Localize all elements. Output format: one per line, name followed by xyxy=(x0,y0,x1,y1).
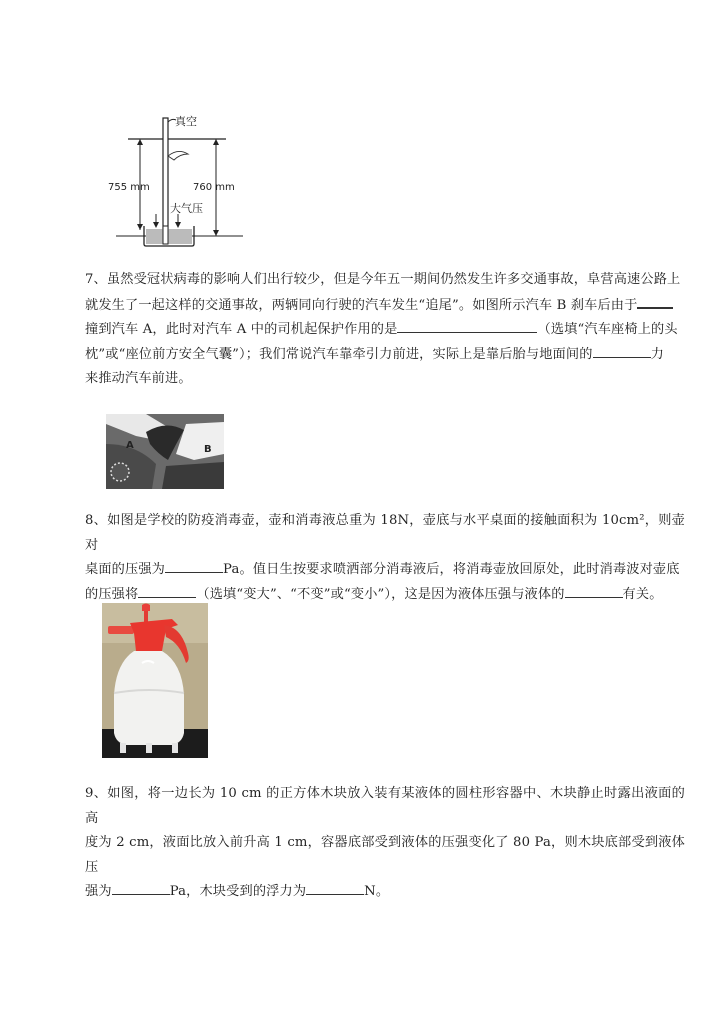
answer-blank[interactable] xyxy=(165,558,223,573)
q7-line-3 xyxy=(85,318,685,343)
car-b-label: B xyxy=(204,444,212,455)
q7-line-4 xyxy=(85,343,685,368)
question-7 xyxy=(85,268,685,392)
q9-line-3 xyxy=(85,880,685,905)
q7-text: 虽然受冠状病毒的影响人们出行较少，但是今年五一期间仍然发生许多交通事故，阜营高速公路上 xyxy=(106,272,681,287)
q7-text: 就发生了一起这样的交通事故，两辆同向行驶的汽车发生“追尾”。如图所示汽车 B 刹车后由于 xyxy=(85,297,638,313)
q9-text: 度为 2 cm，液面比放入前升高 1 cm，容器底部受到液体的压强变化了 80 Pa，则木块底部受到液体压 xyxy=(85,835,685,875)
q7-text: 来推动汽车前进。 xyxy=(85,371,192,386)
barometer-figure xyxy=(108,108,258,250)
question-8 xyxy=(85,509,685,607)
answer-blank[interactable] xyxy=(637,293,673,309)
atm-pressure-label: 大气压 xyxy=(170,202,203,215)
question-number: 9、 xyxy=(85,786,108,801)
question-number: 8、 xyxy=(85,513,108,528)
left-height-label: 755 mm xyxy=(108,182,150,193)
q8-line-2 xyxy=(85,558,685,583)
q8-text: Pa。值日生按要求喷洒部分消毒液后，将消毒壶放回原处，此时消毒波对壶底 xyxy=(223,562,680,577)
q9-line-2 xyxy=(85,831,685,880)
question-9 xyxy=(85,782,685,905)
answer-blank[interactable] xyxy=(112,880,170,895)
q7-text: 力 xyxy=(650,346,664,362)
q8-text: 如图是学校的防疫消毒壶，壶和消毒液总重为 18N，壶底与水平桌面的接触面积为 10cm²，则壶对 xyxy=(85,513,685,553)
q9-text: 如图，将一边长为 10 cm 的正方体木块放入装有某液体的圆柱形容器中、木块静止时露出液面的高 xyxy=(85,786,685,826)
answer-blank[interactable] xyxy=(593,343,651,358)
q7-text: 撞到汽车 A，此时对汽车 A 中的司机起保护作用的是 xyxy=(85,322,398,337)
q7-line-2 xyxy=(85,293,685,319)
q7-line-1 xyxy=(85,268,685,293)
q8-text: 的压强将 xyxy=(85,586,139,602)
vacuum-label: 真空 xyxy=(175,115,197,128)
q8-text: （选填“变大”、“不变”或“变小”），这是因为液体压强与液体的 xyxy=(196,586,565,602)
spray-bottle-image xyxy=(102,603,208,758)
question-number: 7、 xyxy=(85,272,107,287)
q8-line-1 xyxy=(85,509,685,558)
answer-blank[interactable] xyxy=(138,583,196,598)
q9-text: Pa，木块受到的浮力为 xyxy=(169,884,307,899)
right-height-label: 760 mm xyxy=(193,182,235,193)
q8-text: 桌面的压强为 xyxy=(85,562,166,577)
q7-text: 枕”或“座位前方安全气囊”）；我们常说汽车靠牵引力前进，实际上是靠后胎与地面间的 xyxy=(85,346,593,362)
q9-text: 强为 xyxy=(85,884,112,899)
car-a-label: A xyxy=(126,440,134,451)
answer-blank[interactable] xyxy=(565,583,623,598)
q9-line-1 xyxy=(85,782,685,831)
answer-blank[interactable] xyxy=(397,318,537,333)
q7-line-5 xyxy=(85,367,685,392)
q7-text: （选填“汽车座椅上的头 xyxy=(537,322,678,337)
q8-text: 有关。 xyxy=(622,586,663,602)
q9-text: N。 xyxy=(364,884,390,899)
answer-blank[interactable] xyxy=(306,880,364,895)
car-collision-image xyxy=(106,414,224,489)
